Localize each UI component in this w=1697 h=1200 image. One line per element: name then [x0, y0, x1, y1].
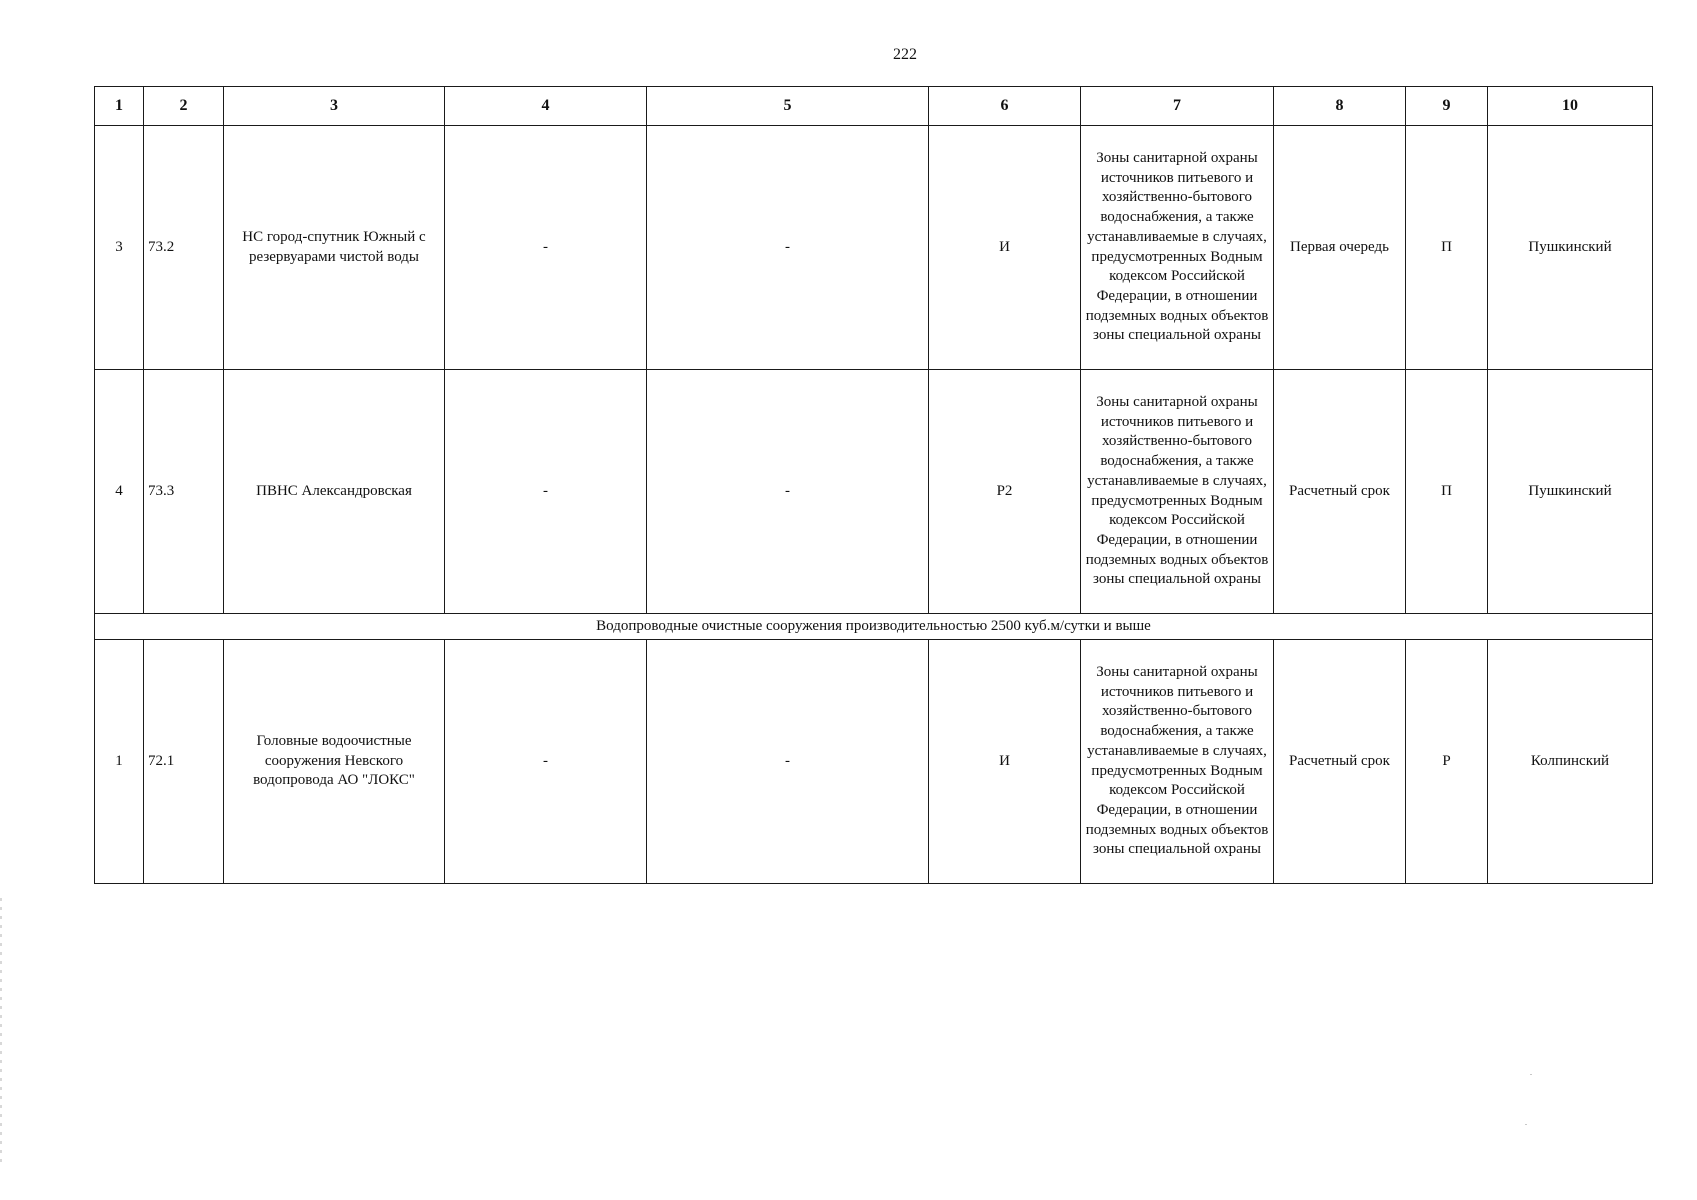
- data-table: [94, 86, 1653, 884]
- cell-term: Расчетный срок: [1274, 640, 1406, 884]
- cell-col4: -: [445, 640, 647, 884]
- cell-number: 3: [95, 126, 144, 370]
- cell-object-name: НС город-спутник Южный с резервуарами чистой воды: [224, 126, 445, 370]
- cell-col6: Р2: [929, 370, 1081, 614]
- cell-status: Р: [1406, 640, 1488, 884]
- cell-zone: Зоны санитарной охраны источников питьевого и хозяйственно-бытового водоснабжения, а также устанавливаемые в случаях, предусмотренных Водным кодексом Российской Федерации, в отношении подземных водных объектов зоны специальной охраны: [1081, 640, 1274, 884]
- section-title: Водопроводные очистные сооружения производительностью 2500 куб.м/сутки и выше: [95, 614, 1653, 640]
- column-header-2: 2: [144, 87, 224, 126]
- cell-term: Расчетный срок: [1274, 370, 1406, 614]
- cell-object-name: Головные водоочистные сооружения Невского водопровода АО "ЛОКС": [224, 640, 445, 884]
- column-header-7: 7: [1081, 87, 1274, 126]
- cell-code: 73.3: [144, 370, 224, 614]
- cell-district: Пушкинский: [1488, 126, 1653, 370]
- cell-term: Первая очередь: [1274, 126, 1406, 370]
- column-header-4: 4: [445, 87, 647, 126]
- scan-speck: [1525, 1124, 1527, 1125]
- cell-col5: -: [647, 640, 929, 884]
- cell-district: Колпинский: [1488, 640, 1653, 884]
- cell-zone: Зоны санитарной охраны источников питьевого и хозяйственно-бытового водоснабжения, а также устанавливаемые в случаях, предусмотренных Водным кодексом Российской Федерации, в отношении подземных водных объектов зоны специальной охраны: [1081, 126, 1274, 370]
- cell-code: 73.2: [144, 126, 224, 370]
- cell-object-name: ПВНС Александровская: [224, 370, 445, 614]
- cell-col6: И: [929, 126, 1081, 370]
- cell-zone: Зоны санитарной охраны источников питьевого и хозяйственно-бытового водоснабжения, а также устанавливаемые в случаях, предусмотренных Водным кодексом Российской Федерации, в отношении подземных водных объектов зоны специальной охраны: [1081, 370, 1274, 614]
- header-row: [95, 87, 1653, 126]
- scan-speck: [1530, 1074, 1532, 1075]
- table-row: [95, 126, 1653, 370]
- cell-col6: И: [929, 640, 1081, 884]
- cell-status: П: [1406, 370, 1488, 614]
- cell-col4: -: [445, 126, 647, 370]
- column-header-10: 10: [1488, 87, 1653, 126]
- column-header-6: 6: [929, 87, 1081, 126]
- cell-number: 1: [95, 640, 144, 884]
- page-number: 222: [893, 46, 917, 63]
- scan-edge-mark: [0, 898, 2, 1168]
- cell-col4: -: [445, 370, 647, 614]
- cell-district: Пушкинский: [1488, 370, 1653, 614]
- column-header-9: 9: [1406, 87, 1488, 126]
- table-row: [95, 370, 1653, 614]
- table-row: [95, 640, 1653, 884]
- column-header-1: 1: [95, 87, 144, 126]
- cell-col5: -: [647, 126, 929, 370]
- cell-number: 4: [95, 370, 144, 614]
- cell-col5: -: [647, 370, 929, 614]
- cell-code: 72.1: [144, 640, 224, 884]
- column-header-5: 5: [647, 87, 929, 126]
- column-header-8: 8: [1274, 87, 1406, 126]
- column-header-3: 3: [224, 87, 445, 126]
- section-header-row: [95, 614, 1653, 640]
- cell-status: П: [1406, 126, 1488, 370]
